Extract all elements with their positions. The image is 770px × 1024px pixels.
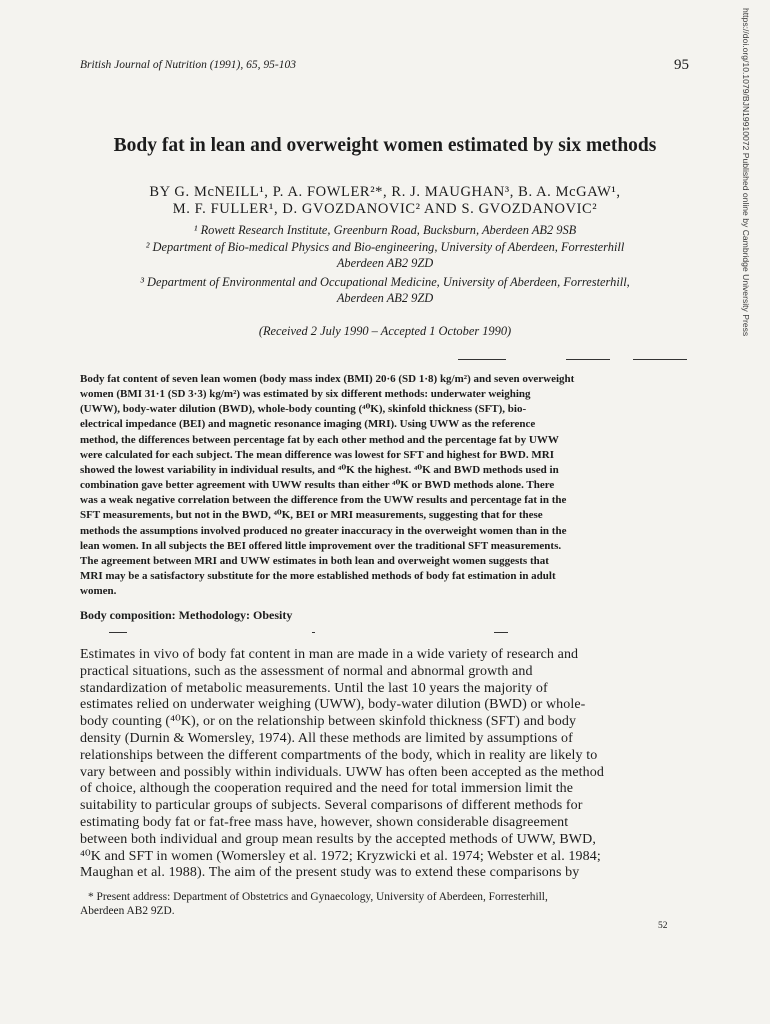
affiliation: ¹ Rowett Research Institute, Greenburn Road, Bucksburn, Aberdeen AB2 9SB bbox=[193, 223, 577, 237]
abstract-line: electrical impedance (BEI) and magnetic resonance imaging (MRI). Using UWW as the reference bbox=[80, 418, 536, 431]
article-title: Body fat in lean and overweight women estimated by six methods bbox=[113, 135, 657, 156]
separator-rule bbox=[458, 359, 506, 360]
body-line: practical situations, such as the assessment of normal and abnormal growth and bbox=[80, 663, 533, 679]
affiliation: ² Department of Bio-medical Physics and Bio-engineering, University of Aberdeen, Forresterhill bbox=[145, 240, 625, 254]
affiliation: Aberdeen AB2 9ZD bbox=[336, 256, 434, 270]
abstract-line: showed the lowest variability in individual results, and ⁴⁰K the highest. ⁴⁰K and BWD methods used in bbox=[80, 463, 559, 476]
body-line: of choice, although the cooperation required and the need for total immersion limit the bbox=[80, 781, 574, 797]
abstract-line: method, the differences between percentage fat by each other method and the percentage fat by UWW bbox=[80, 433, 559, 446]
separator-rule bbox=[494, 632, 508, 633]
keywords: Body composition: Methodology: Obesity bbox=[80, 608, 293, 622]
body-line: estimating body fat or fat-free mass have, however, shown considerable disagreement bbox=[80, 814, 569, 830]
body-line: estimates relied on underwater weighing (UWW), body-water dilution (BWD) or whole- bbox=[80, 697, 586, 713]
abstract-line: were calculated for each subject. The mean difference was lowest for SFT and highest for BWD. MRI bbox=[80, 448, 554, 461]
abstract-line: SFT measurements, but not in the BWD, ⁴⁰K, BEI or MRI measurements, suggesting that for these bbox=[80, 509, 543, 522]
author-line: BY G. McNEILL¹, P. A. FOWLER²*, R. J. MAUGHAN³, B. A. McGAW¹, bbox=[149, 184, 621, 200]
body-line: density (Durnin & Womersley, 1974). All these methods are limited by assumptions of bbox=[80, 730, 573, 746]
journal-citation: British Journal of Nutrition (1991), 65, 95-103 bbox=[80, 59, 296, 71]
separator-rule bbox=[566, 359, 610, 360]
body-line: Maughan et al. 1988). The aim of the present study was to extend these comparisons by bbox=[80, 865, 580, 881]
page-code: 52 bbox=[658, 921, 668, 931]
page-number: 95 bbox=[674, 57, 689, 73]
abstract-line: lean women. In all subjects the BEI offered little improvement over the traditional SFT measurements. bbox=[80, 539, 562, 552]
separator-rule bbox=[109, 632, 127, 633]
affiliation: ³ Department of Environmental and Occupational Medicine, University of Aberdeen, Forresterhill, bbox=[140, 275, 630, 289]
body-line: body counting (⁴⁰K), or on the relationship between skinfold thickness (SFT) and body bbox=[80, 714, 577, 730]
abstract-line: women (BMI 31·1 (SD 3·3) kg/m²) was estimated by six different methods: underwater weighing bbox=[80, 388, 531, 401]
separator-rule bbox=[312, 632, 315, 633]
body-line: vary between and possibly within individuals. UWW has often been accepted as the method bbox=[80, 764, 604, 780]
body-line: suitability to particular groups of subjects. Several comparisons of different methods for bbox=[80, 798, 583, 814]
doi-side-note: https://doi.org/10.1079/BJN19910072 Published online by Cambridge University Press bbox=[741, 8, 751, 337]
abstract-line: The agreement between MRI and UWW estimates in both lean and overweight women suggests that bbox=[80, 554, 549, 567]
abstract-line: MRI may be a satisfactory substitute for the more established methods of body fat estimation in adult bbox=[80, 570, 556, 583]
body-paragraph bbox=[80, 647, 689, 882]
abstract-line: women. bbox=[80, 585, 117, 598]
abstract-line: methods the assumptions involved produced no greater inaccuracy in the overweight women than in the bbox=[80, 524, 567, 537]
author-list bbox=[90, 184, 680, 218]
body-line: relationships between the different compartments of the body, which in reality are likely to bbox=[80, 747, 598, 763]
footnote-line: * Present address: Department of Obstetrics and Gynaecology, University of Aberdeen, Forresterhill, bbox=[88, 891, 548, 903]
abstract-line: Body fat content of seven lean women (body mass index (BMI) 20·6 (SD 1·8) kg/m²) and seven overweight bbox=[80, 373, 575, 385]
body-line: standardization of metabolic measurements. Until the last 10 years the majority of bbox=[80, 680, 548, 696]
body-line: between both individual and group mean results by the accepted methods of UWW, BWD, bbox=[80, 831, 596, 847]
received-dates: (Received 2 July 1990 – Accepted 1 October 1990) bbox=[258, 324, 512, 338]
separator-rule bbox=[633, 359, 687, 360]
abstract-line: was a weak negative correlation between the difference from the UWW results and percentage fat in the bbox=[80, 494, 567, 507]
body-line: ⁴⁰K and SFT in women (Womersley et al. 1972; Kryzwicki et al. 1974; Webster et al. 1984; bbox=[80, 848, 601, 864]
footnote-line: Aberdeen AB2 9ZD. bbox=[80, 904, 175, 917]
body-line: Estimates in vivo of body fat content in man are made in a wide variety of research and bbox=[80, 647, 579, 662]
journal-header bbox=[80, 59, 689, 71]
footnote bbox=[80, 891, 689, 918]
abstract bbox=[80, 372, 689, 599]
author-line: M. F. FULLER¹, D. GVOZDANOVIC² AND S. GVOZDANOVIC² bbox=[172, 201, 598, 217]
abstract-line: combination gave better agreement with UWW results than either ⁴⁰K or BWD methods alone. There bbox=[80, 479, 555, 492]
abstract-line: (UWW), body-water dilution (BWD), whole-body counting (⁴⁰K), skinfold thickness (SFT), bio- bbox=[80, 403, 527, 416]
affiliation: Aberdeen AB2 9ZD bbox=[336, 291, 434, 305]
